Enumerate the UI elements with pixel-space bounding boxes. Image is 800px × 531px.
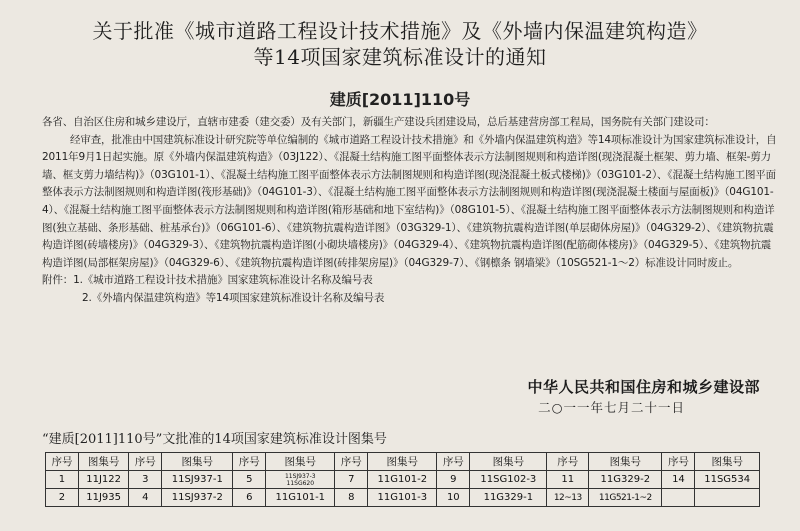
atlas-number-table [45, 452, 760, 507]
title-line-1: 关于批准《城市道路工程设计技术措施》及《外墙内保温建筑构造》 [92, 19, 708, 43]
attachment-line-1 [42, 272, 777, 290]
header-code: 图集号 [470, 453, 547, 471]
table-cell-seq: 1 [46, 471, 79, 489]
table-cell-seq: 5 [233, 471, 266, 489]
table-cell-code: 11SJ937-3 11SG620 [266, 471, 335, 489]
table-cell-seq: 2 [46, 489, 79, 507]
attachment-item-2: 2.《外墙内保温建筑构造》等14项国家建筑标准设计名称及编号表 [82, 291, 385, 304]
table-row [46, 471, 760, 489]
issuer: 中华人民共和国住房和城乡建设部 [527, 378, 760, 396]
header-code: 图集号 [78, 453, 128, 471]
header-code: 图集号 [368, 453, 437, 471]
table-cell-code [695, 489, 760, 507]
table-cell-code: 11G329-2 [589, 471, 662, 489]
title-line-2: 等14项国家建筑标准设计的通知 [253, 45, 547, 69]
table-cell-seq: 10 [437, 489, 470, 507]
table-cell-code: 11SJ937-2 [162, 489, 233, 507]
header-seq: 序号 [662, 453, 695, 471]
attachment-item-1: 1.《城市道路工程设计技术措施》国家建筑标准设计名称及编号表 [73, 274, 373, 287]
table-cell-code: 11SG102-3 [470, 471, 547, 489]
table-title: “建质[2011]110号”文批准的14项国家建筑标准设计图集号 [42, 432, 387, 447]
table-header-row [46, 453, 760, 471]
table-cell-seq: 12~13 [547, 489, 589, 507]
table-cell-code: 11G101-3 [368, 489, 437, 507]
header-seq: 序号 [46, 453, 79, 471]
header-seq: 序号 [335, 453, 368, 471]
table-cell-code: 11SJ937-1 [162, 471, 233, 489]
table-cell-seq: 6 [233, 489, 266, 507]
issue-date: 二○一一年七月二十一日 [538, 400, 685, 415]
table-cell-code: 11G101-2 [368, 471, 437, 489]
header-seq: 序号 [233, 453, 266, 471]
table-cell-seq [662, 489, 695, 507]
table-row [46, 489, 760, 507]
header-seq: 序号 [129, 453, 162, 471]
main-text: 经审查，批准由中国建筑标准设计研究院等单位编制的《城市道路工程设计技术措施》和《外墙内保温建筑构造》等14项标准设计为国家建筑标准设计，自2011年9月1日起实施。原《外墙内保温建筑构造》（03J122）、《混凝土结构施工图平面整体表示方法制图规则和构造详图(现浇混凝土框架、剪力墙、框架-剪力墙、框支剪力墙结构)》（03G101-1）、《混凝土结构施工图平面整体表示方法制图规则和构造详图(现浇混凝土板式楼梯)》（03G101-2）、《混凝土结构施工图平面整体表示方法制图规则和构造详图(筏形基础)》（04G101-3）、《混凝土结构施工图平面整体表示方法制图规则和构造详图(现浇混凝土楼面与屋面板)》（04G101-4）、《混凝土结构施工图平面整体表示方法制图规则和构造详图(箱形基础和地下室结构)》（08G101-5）、《混凝土结构施工图平面整体表示方法制图规则和构造详图(独立基础、条形基础、桩基承台)》（06G101-6）、《建筑物抗震构造详图》（03G329-1）、《建筑物抗震构造详图(单层砌体房屋)》（04G329-2）、《建筑物抗震构造详图(砖墙楼房)》（04G329-3）、《建筑物抗震构造详图(小砌块墙楼房)》（04G329-4）、《建筑物抗震构造详图(配筋砌体楼房)》（04G329-5）、《建筑物抗震构造详图(局部框架房屋)》（04G329-6）、《建筑物抗震构造详图(砖排架房屋)》（04G329-7）、《钢檩条 钢墙梁》（10SG521-1～2）标准设计同时废止。 [42, 133, 777, 269]
table-cell-seq: 8 [335, 489, 368, 507]
table-cell-code: 11SG534 [695, 471, 760, 489]
table-cell-seq: 3 [129, 471, 162, 489]
addressees: 各省、自治区住房和城乡建设厅，直辖市建委（建交委）及有关部门，新疆生产建设兵团建设局，总后基建营房部工程局，国务院有关部门建设司： [42, 116, 715, 128]
table-cell-seq: 11 [547, 471, 589, 489]
table-cell-code: 11J122 [78, 471, 128, 489]
notice-body [42, 114, 777, 308]
header-code: 图集号 [266, 453, 335, 471]
table-cell-seq: 7 [335, 471, 368, 489]
table-cell-code: 11G329-1 [470, 489, 547, 507]
header-seq: 序号 [437, 453, 470, 471]
attachment-label: 附件： [42, 274, 74, 287]
header-code: 图集号 [695, 453, 760, 471]
header-code: 图集号 [162, 453, 233, 471]
header-code: 图集号 [589, 453, 662, 471]
table-cell-code: 11G521-1~2 [589, 489, 662, 507]
table-cell-code: 11G101-1 [266, 489, 335, 507]
table-cell-seq: 14 [662, 471, 695, 489]
table-cell-seq: 9 [437, 471, 470, 489]
header-seq: 序号 [547, 453, 589, 471]
document-number: 建质[2011]110号 [329, 90, 471, 109]
table-cell-code: 11J935 [78, 489, 128, 507]
table-cell-seq: 4 [129, 489, 162, 507]
